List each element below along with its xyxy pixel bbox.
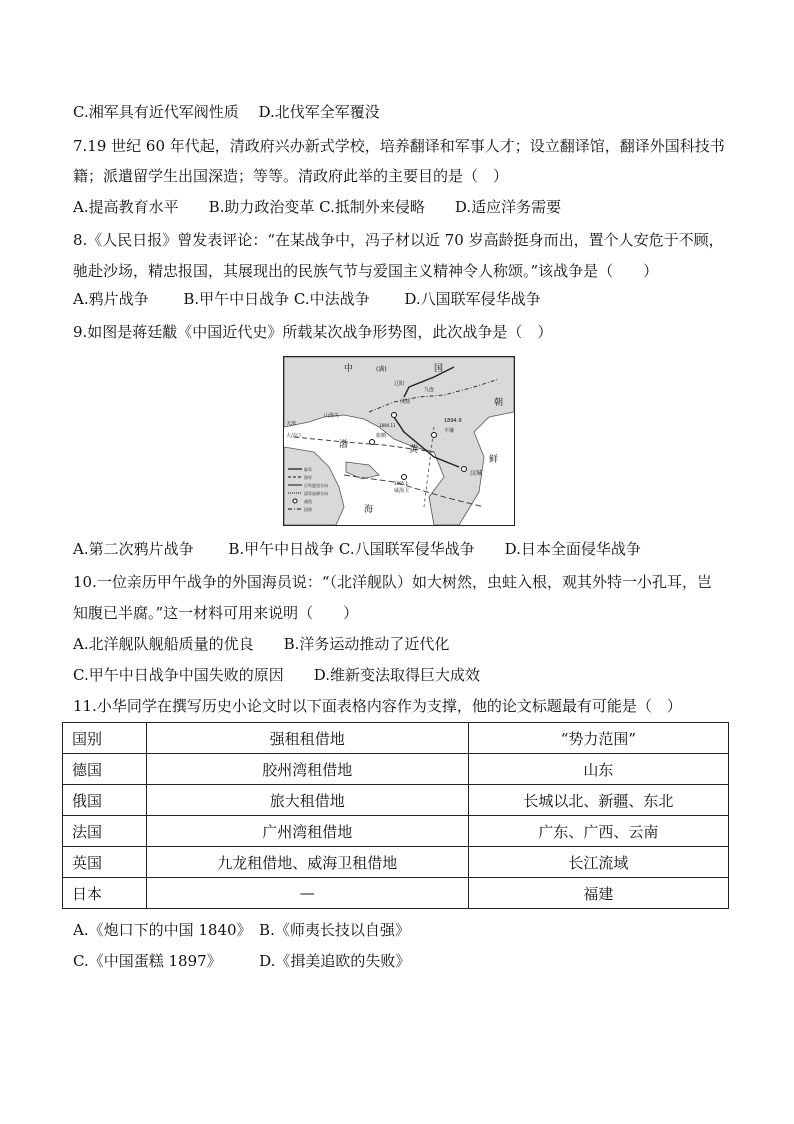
question-text-line: C.《中国蛋糕 1897》 D.《揖美追欧的失败》	[73, 952, 411, 970]
table-cell: 俄国	[63, 785, 147, 816]
question-text-line: A.鸦片战争 B.甲午中日战争 C.中法战争 D.八国联军侵华战争	[73, 290, 541, 308]
table-row	[63, 878, 729, 909]
table-cell: 德国	[63, 754, 147, 785]
question-text-line: A.第二次鸦片战争 B.甲午中日战争 C.八国联军侵华战争 D.日本全面侵华战争	[73, 540, 641, 558]
map-label: 海	[364, 505, 374, 515]
table-cell: 长江流域	[468, 847, 728, 878]
map-label: 1895.1	[394, 481, 408, 486]
question-text-line: A.提高教育水平 B.助力政治变革 C.抵制外来侵略 D.适应洋务需要	[73, 198, 562, 216]
table-cell: 福建	[468, 878, 728, 909]
map-label: 1894.9	[444, 418, 462, 424]
legend-label: 战役	[304, 499, 312, 504]
legend-label: 陆军	[304, 467, 312, 472]
map-label: 山海关	[324, 413, 340, 419]
table-row	[63, 847, 729, 878]
map-label: 鲜	[489, 455, 499, 465]
question-text-line: 驰赴沙场，精忠报国，其展现出的民族气节与爱国主义精神令人称颂。”该战争是（ ）	[73, 262, 659, 280]
map-label: 1894.11	[379, 423, 396, 428]
question-text-line: 9.如图是蒋廷黻《中国近代史》所载某次战争形势图，此次战争是（ ）	[73, 323, 553, 341]
question-text-line: 10.一位亲历甲午战争的外国海员说：“（北洋舰队）如大树然，虫蛀入根，观其外特一小孔耳，岂	[73, 573, 713, 591]
table-cell: 英国	[63, 847, 147, 878]
map-label: 九连	[424, 387, 435, 393]
question-text-line: A.《炮口下的中国 1840》 B.《师夷长技以自强》	[73, 921, 410, 939]
map-label: 国	[434, 364, 444, 374]
question-text-line: 7.19 世纪 60 年代起，清政府兴办新式学校，培养翻译和军事人才；设立翻译馆，翻译外国科技书	[73, 137, 725, 155]
table-cell: 胶州湾租借地	[146, 754, 468, 785]
map-label: (满)	[376, 366, 387, 373]
question-text-line: 8.《人民日报》曾发表评论：“在某战争中，冯子材以近 70 岁高龄挺身而出，置个人安危于不顾，	[73, 231, 724, 249]
map-label: 旅顺	[376, 433, 387, 439]
map-label: 大沽口	[286, 433, 302, 439]
table-cell: 山东	[468, 754, 728, 785]
table-header-cell: 强租租借地	[146, 723, 468, 754]
map-label: 渤	[339, 440, 349, 450]
question-text-line: C.湘军具有近代军阀性质 D.北伐军全军覆没	[73, 103, 380, 121]
table-row	[63, 816, 729, 847]
table-cell: 广东、广西、云南	[468, 816, 728, 847]
map-label: 天津	[286, 421, 297, 427]
table-cell: —	[146, 878, 468, 909]
table-cell: 旅大租借地	[146, 785, 468, 816]
table-header-cell: “势力范围”	[468, 723, 728, 754]
question-text-line: 知腹已半腐。”这一材料可用来说明（ ）	[73, 604, 359, 622]
table-header-row	[63, 723, 729, 754]
table-cell: 日本	[63, 878, 147, 909]
table-cell: 长城以北、新疆、东北	[468, 785, 728, 816]
war-situation-map	[283, 356, 515, 526]
question-text-line: 籍；派遣留学生出国深造；等等。清政府此举的主要目的是（ ）	[73, 167, 509, 185]
spheres-of-influence-table	[62, 722, 729, 909]
question-text-line: 11.小华同学在撰写历史小论文时以下面表格内容作为支撑，他的论文标题最有可能是（ ）	[73, 697, 682, 715]
table-cell: 法国	[63, 816, 147, 847]
table-row	[63, 785, 729, 816]
legend-label: 清军退却方向	[304, 491, 328, 496]
map-label: 黄	[409, 445, 419, 455]
map-label: 辽阳	[394, 381, 405, 387]
map-label: 中	[344, 364, 354, 374]
table-cell: 广州湾租借地	[146, 816, 468, 847]
question-text-line: C.甲午中日战争中国失败的原因 D.维新变法取得巨大成效	[73, 666, 480, 684]
question-text-line: A.北洋舰队舰船质量的优良 B.洋务运动推动了近代化	[73, 635, 450, 653]
map-label: 凤凰	[400, 399, 411, 405]
table-header-cell: 国别	[63, 723, 147, 754]
map-label: 汉城	[470, 470, 483, 477]
legend-label: 海军	[304, 475, 312, 480]
map-label: 威海卫	[394, 488, 410, 494]
legend-label: 日军进攻方向	[304, 483, 328, 488]
map-label: 朝	[494, 398, 504, 408]
map-label: 平壤	[444, 428, 455, 434]
table-cell: 九龙租借地、威海卫租借地	[146, 847, 468, 878]
legend-label: 国界	[304, 507, 312, 512]
table-row	[63, 754, 729, 785]
